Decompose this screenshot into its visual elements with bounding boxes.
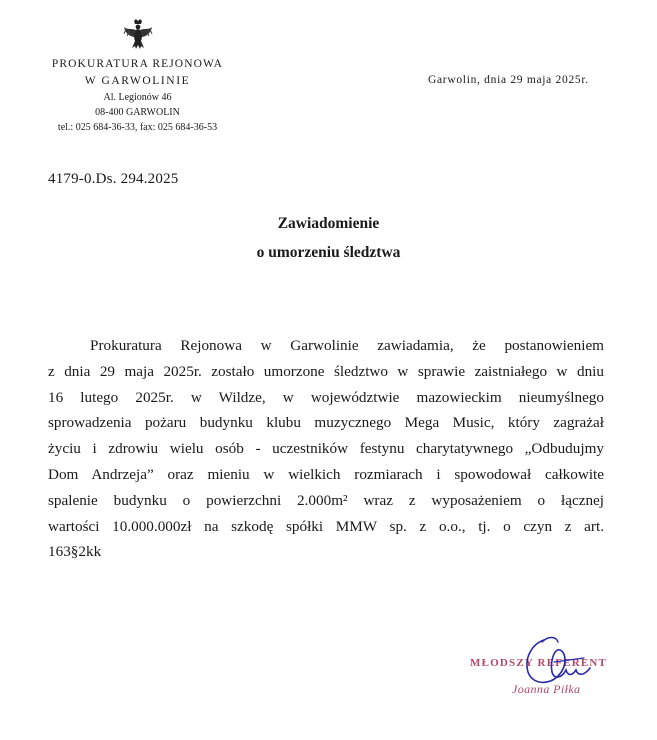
body-line: życiu i zdrowiu wielu osób - uczestników festynu charytatywnego „Odbudujmy xyxy=(48,440,604,458)
body-line: sprowadzenia pożaru budynku klubu muzycznego Mega Music, który zagrażał xyxy=(48,414,604,432)
body-line: z dnia 29 maja 2025r. zostało umorzone śledztwo w sprawie zaistniałego w dniu xyxy=(48,362,604,380)
body-line: 163§2kk xyxy=(48,543,102,561)
body-line: 16 lutego 2025r. w Wildze, w województwie mazowieckim nieumyślnego xyxy=(48,388,604,406)
office-phones: tel.: 025 684-36-33, fax: 025 684-36-53 xyxy=(57,122,218,133)
stamp-name: Joanna Piłka xyxy=(512,682,581,696)
body-line: spalenie budynku o powierzchni 2.000m² wraz z wyposażeniem o łącznej xyxy=(48,491,604,509)
document-date: Garwolin, dnia 29 maja 2025r. xyxy=(428,74,589,86)
letterhead xyxy=(30,18,245,135)
office-street: Al. Legionów 46 xyxy=(103,92,172,103)
document-title: Zawiadomienie xyxy=(277,215,380,232)
office-postal: 08-400 GARWOLIN xyxy=(95,107,180,118)
office-city: W GARWOLINIE xyxy=(84,75,191,87)
polish-eagle-emblem-icon xyxy=(123,18,153,52)
handwritten-signature xyxy=(514,632,604,692)
notice-body xyxy=(48,333,604,565)
case-reference-number: 4179-0.Ds. 294.2025 xyxy=(48,171,179,187)
office-name: PROKURATURA REJONOWA xyxy=(51,58,224,70)
stamp-role: MŁODSZY REFERENT xyxy=(470,657,608,669)
body-line: Prokuratura Rejonowa w Garwolinie zawiadamia, że postanowieniem xyxy=(90,337,604,354)
body-line: wartości 10.000.000zł na szkodę spółki MMW sp. z o.o., tj. o czyn z art. xyxy=(48,517,604,535)
body-line: Dom Andrzeja” oraz mieniu w wielkich rozmiarach i spowodował całkowite xyxy=(48,465,604,483)
document-subtitle: o umorzeniu śledztwa xyxy=(256,244,401,261)
